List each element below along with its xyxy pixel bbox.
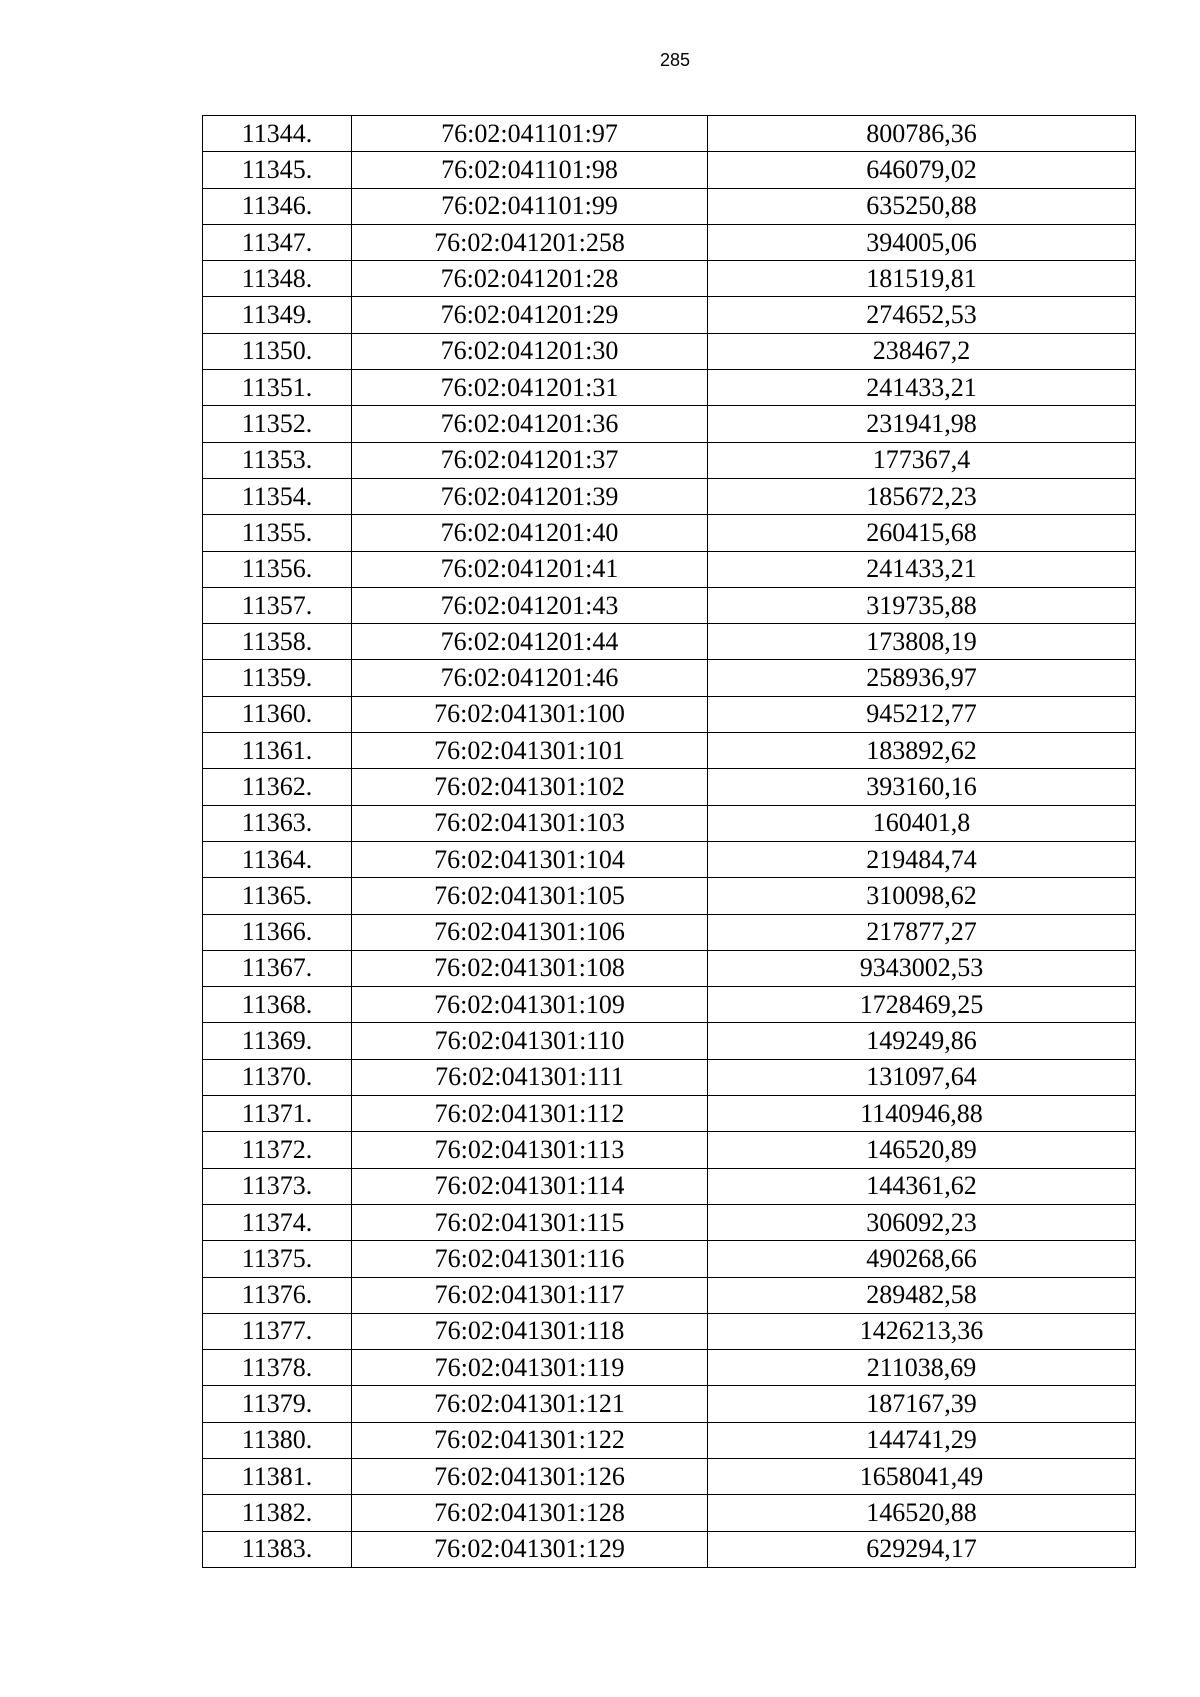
row-number-cell: 11380.: [203, 1422, 352, 1458]
value-cell: 394005,06: [708, 224, 1136, 260]
value-cell: 490268,66: [708, 1241, 1136, 1277]
value-cell: 144741,29: [708, 1422, 1136, 1458]
table-row: [203, 1277, 1136, 1313]
cadastral-number-cell: 76:02:041301:106: [352, 914, 708, 950]
row-number-cell: 11357.: [203, 587, 352, 623]
table-row: [203, 551, 1136, 587]
table-row: [203, 1241, 1136, 1277]
table-row: [203, 660, 1136, 696]
cadastral-number-cell: 76:02:041301:129: [352, 1531, 708, 1567]
value-cell: 217877,27: [708, 914, 1136, 950]
cadastral-number-cell: 76:02:041301:116: [352, 1241, 708, 1277]
value-cell: 211038,69: [708, 1350, 1136, 1386]
table-row: [203, 587, 1136, 623]
row-number-cell: 11377.: [203, 1313, 352, 1349]
table-row: [203, 406, 1136, 442]
value-cell: 181519,81: [708, 261, 1136, 297]
data-table: [202, 115, 1136, 1568]
value-cell: 393160,16: [708, 769, 1136, 805]
table-row: [203, 624, 1136, 660]
value-cell: 306092,23: [708, 1204, 1136, 1240]
table-row: [203, 442, 1136, 478]
cadastral-number-cell: 76:02:041201:30: [352, 333, 708, 369]
table-row: [203, 515, 1136, 551]
value-cell: 629294,17: [708, 1531, 1136, 1567]
row-number-cell: 11381.: [203, 1458, 352, 1494]
row-number-cell: 11373.: [203, 1168, 352, 1204]
cadastral-number-cell: 76:02:041101:98: [352, 152, 708, 188]
table-row: [203, 152, 1136, 188]
value-cell: 131097,64: [708, 1059, 1136, 1095]
value-cell: 241433,21: [708, 370, 1136, 406]
value-cell: 231941,98: [708, 406, 1136, 442]
cadastral-number-cell: 76:02:041301:126: [352, 1458, 708, 1494]
cadastral-number-cell: 76:02:041201:36: [352, 406, 708, 442]
row-number-cell: 11354.: [203, 478, 352, 514]
row-number-cell: 11382.: [203, 1495, 352, 1531]
value-cell: 646079,02: [708, 152, 1136, 188]
cadastral-number-cell: 76:02:041201:40: [352, 515, 708, 551]
cadastral-number-cell: 76:02:041301:119: [352, 1350, 708, 1386]
table-row: [203, 1168, 1136, 1204]
row-number-cell: 11368.: [203, 987, 352, 1023]
cadastral-number-cell: 76:02:041301:117: [352, 1277, 708, 1313]
row-number-cell: 11379.: [203, 1386, 352, 1422]
table-row: [203, 188, 1136, 224]
table-row: [203, 1096, 1136, 1132]
cadastral-number-cell: 76:02:041301:108: [352, 950, 708, 986]
table-row: [203, 841, 1136, 877]
row-number-cell: 11375.: [203, 1241, 352, 1277]
value-cell: 219484,74: [708, 841, 1136, 877]
cadastral-number-cell: 76:02:041301:111: [352, 1059, 708, 1095]
row-number-cell: 11353.: [203, 442, 352, 478]
cadastral-number-cell: 76:02:041301:104: [352, 841, 708, 877]
cadastral-number-cell: 76:02:041101:97: [352, 116, 708, 152]
row-number-cell: 11348.: [203, 261, 352, 297]
table-row: [203, 1023, 1136, 1059]
table-row: [203, 261, 1136, 297]
row-number-cell: 11378.: [203, 1350, 352, 1386]
value-cell: 1728469,25: [708, 987, 1136, 1023]
value-cell: 289482,58: [708, 1277, 1136, 1313]
row-number-cell: 11359.: [203, 660, 352, 696]
row-number-cell: 11361.: [203, 733, 352, 769]
table-row: [203, 987, 1136, 1023]
cadastral-number-cell: 76:02:041301:114: [352, 1168, 708, 1204]
table-row: [203, 1204, 1136, 1240]
value-cell: 258936,97: [708, 660, 1136, 696]
table-row: [203, 914, 1136, 950]
cadastral-number-cell: 76:02:041301:128: [352, 1495, 708, 1531]
table-row: [203, 878, 1136, 914]
cadastral-number-cell: 76:02:041301:113: [352, 1132, 708, 1168]
row-number-cell: 11346.: [203, 188, 352, 224]
value-cell: 149249,86: [708, 1023, 1136, 1059]
cadastral-number-cell: 76:02:041301:122: [352, 1422, 708, 1458]
table-row: [203, 478, 1136, 514]
table-row: [203, 333, 1136, 369]
cadastral-number-cell: 76:02:041301:103: [352, 805, 708, 841]
value-cell: 146520,89: [708, 1132, 1136, 1168]
cadastral-number-cell: 76:02:041201:29: [352, 297, 708, 333]
cadastral-number-cell: 76:02:041201:37: [352, 442, 708, 478]
table-row: [203, 1313, 1136, 1349]
value-cell: 274652,53: [708, 297, 1136, 333]
row-number-cell: 11362.: [203, 769, 352, 805]
value-cell: 260415,68: [708, 515, 1136, 551]
value-cell: 146520,88: [708, 1495, 1136, 1531]
cadastral-number-cell: 76:02:041301:109: [352, 987, 708, 1023]
cadastral-number-cell: 76:02:041201:41: [352, 551, 708, 587]
cadastral-number-cell: 76:02:041301:102: [352, 769, 708, 805]
table-row: [203, 1422, 1136, 1458]
row-number-cell: 11355.: [203, 515, 352, 551]
value-cell: 319735,88: [708, 587, 1136, 623]
value-cell: 160401,8: [708, 805, 1136, 841]
row-number-cell: 11350.: [203, 333, 352, 369]
value-cell: 238467,2: [708, 333, 1136, 369]
table-body: [203, 116, 1136, 1568]
cadastral-number-cell: 76:02:041201:44: [352, 624, 708, 660]
row-number-cell: 11370.: [203, 1059, 352, 1095]
value-cell: 1426213,36: [708, 1313, 1136, 1349]
row-number-cell: 11365.: [203, 878, 352, 914]
cadastral-number-cell: 76:02:041301:110: [352, 1023, 708, 1059]
table-row: [203, 1132, 1136, 1168]
row-number-cell: 11376.: [203, 1277, 352, 1313]
cadastral-number-cell: 76:02:041301:100: [352, 696, 708, 732]
value-cell: 9343002,53: [708, 950, 1136, 986]
value-cell: 945212,77: [708, 696, 1136, 732]
table-row: [203, 696, 1136, 732]
table-row: [203, 1458, 1136, 1494]
table-row: [203, 950, 1136, 986]
row-number-cell: 11366.: [203, 914, 352, 950]
table-row: [203, 370, 1136, 406]
cadastral-number-cell: 76:02:041201:258: [352, 224, 708, 260]
cadastral-number-cell: 76:02:041301:121: [352, 1386, 708, 1422]
row-number-cell: 11358.: [203, 624, 352, 660]
cadastral-number-cell: 76:02:041301:105: [352, 878, 708, 914]
row-number-cell: 11383.: [203, 1531, 352, 1567]
row-number-cell: 11345.: [203, 152, 352, 188]
table-row: [203, 297, 1136, 333]
cadastral-number-cell: 76:02:041301:118: [352, 1313, 708, 1349]
page-number: 285: [659, 50, 691, 70]
table-row: [203, 1059, 1136, 1095]
row-number-cell: 11349.: [203, 297, 352, 333]
row-number-cell: 11372.: [203, 1132, 352, 1168]
table-row: [203, 1531, 1136, 1567]
table-row: [203, 769, 1136, 805]
cadastral-number-cell: 76:02:041201:31: [352, 370, 708, 406]
value-cell: 1140946,88: [708, 1096, 1136, 1132]
row-number-cell: 11374.: [203, 1204, 352, 1240]
table-row: [203, 1350, 1136, 1386]
value-cell: 800786,36: [708, 116, 1136, 152]
cadastral-number-cell: 76:02:041301:101: [352, 733, 708, 769]
cadastral-number-cell: 76:02:041301:115: [352, 1204, 708, 1240]
table-row: [203, 224, 1136, 260]
value-cell: 177367,4: [708, 442, 1136, 478]
table-row: [203, 1386, 1136, 1422]
cadastral-number-cell: 76:02:041201:39: [352, 478, 708, 514]
row-number-cell: 11367.: [203, 950, 352, 986]
value-cell: 187167,39: [708, 1386, 1136, 1422]
row-number-cell: 11352.: [203, 406, 352, 442]
row-number-cell: 11344.: [203, 116, 352, 152]
cadastral-number-cell: 76:02:041201:43: [352, 587, 708, 623]
value-cell: 635250,88: [708, 188, 1136, 224]
value-cell: 183892,62: [708, 733, 1136, 769]
value-cell: 1658041,49: [708, 1458, 1136, 1494]
value-cell: 310098,62: [708, 878, 1136, 914]
value-cell: 241433,21: [708, 551, 1136, 587]
row-number-cell: 11351.: [203, 370, 352, 406]
row-number-cell: 11360.: [203, 696, 352, 732]
row-number-cell: 11364.: [203, 841, 352, 877]
data-table-container: [202, 115, 1136, 1568]
cadastral-number-cell: 76:02:041101:99: [352, 188, 708, 224]
table-row: [203, 116, 1136, 152]
value-cell: 173808,19: [708, 624, 1136, 660]
table-row: [203, 733, 1136, 769]
cadastral-number-cell: 76:02:041201:46: [352, 660, 708, 696]
value-cell: 185672,23: [708, 478, 1136, 514]
cadastral-number-cell: 76:02:041301:112: [352, 1096, 708, 1132]
table-row: [203, 1495, 1136, 1531]
table-row: [203, 805, 1136, 841]
row-number-cell: 11363.: [203, 805, 352, 841]
value-cell: 144361,62: [708, 1168, 1136, 1204]
row-number-cell: 11356.: [203, 551, 352, 587]
row-number-cell: 11347.: [203, 224, 352, 260]
cadastral-number-cell: 76:02:041201:28: [352, 261, 708, 297]
row-number-cell: 11369.: [203, 1023, 352, 1059]
row-number-cell: 11371.: [203, 1096, 352, 1132]
